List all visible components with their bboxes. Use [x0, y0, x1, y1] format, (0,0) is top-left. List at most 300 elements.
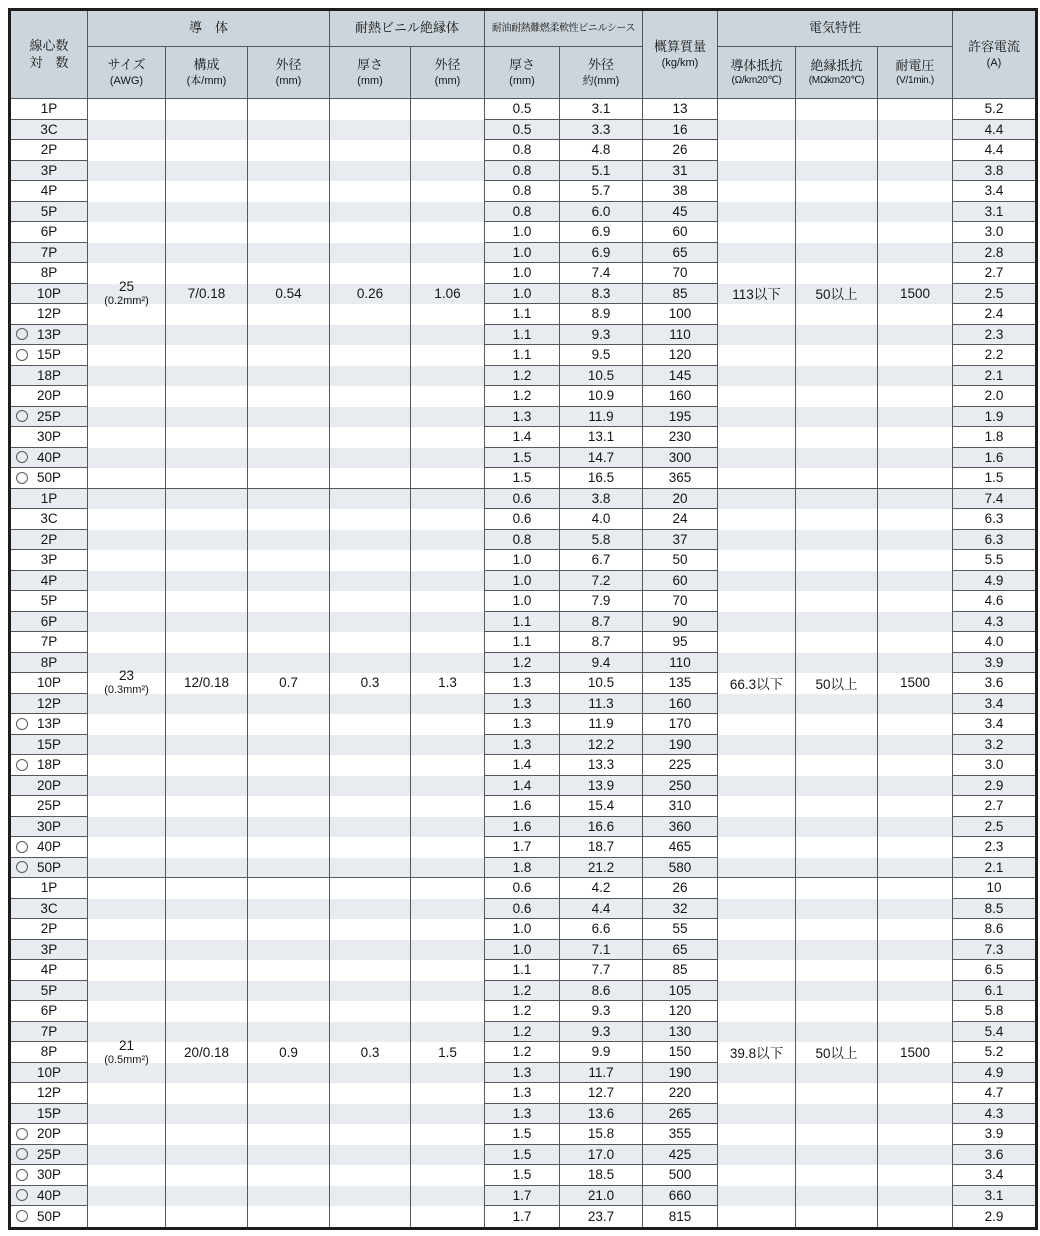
sheath-thickness-cell: 1.2: [485, 386, 560, 407]
current-cell: 4.6: [953, 591, 1035, 612]
header-unit: (mm): [275, 74, 302, 87]
sheath-od-cell: 16.5: [560, 468, 643, 489]
sheath-od-cell: 9.4: [560, 653, 643, 674]
sheath-thickness-cell: 1.2: [485, 1001, 560, 1022]
circle-marker-icon: [16, 349, 28, 361]
pair-count-cell: [11, 1083, 88, 1104]
mass-cell: 360: [643, 817, 718, 838]
header-unit: (AWG): [109, 74, 144, 87]
current-cell: 6.3: [953, 509, 1035, 530]
pair-count-cell: [11, 1145, 88, 1166]
pair-count-cell: [11, 837, 88, 858]
pair-count-label: 40P: [36, 1187, 62, 1203]
sheath-thickness-cell: 0.6: [485, 878, 560, 899]
pair-count-label: 20P: [36, 1126, 62, 1142]
sheath-thickness-cell: 0.6: [485, 489, 560, 510]
insulation-od-cell: 1.5: [411, 878, 485, 1227]
current-cell: 2.9: [953, 776, 1035, 797]
current-cell: 8.6: [953, 919, 1035, 940]
pair-count-label: 18P: [36, 757, 62, 773]
insulation-od-cell: 1.06: [411, 99, 485, 489]
pair-count-cell: [11, 284, 88, 305]
pair-count-cell: [11, 1206, 88, 1227]
mass-cell: 16: [643, 120, 718, 141]
pair-count-cell: [11, 940, 88, 961]
current-cell: 3.4: [953, 1165, 1035, 1186]
pair-count-label: 1P: [40, 490, 58, 506]
current-cell: 5.5: [953, 550, 1035, 571]
mass-cell: 220: [643, 1083, 718, 1104]
mass-cell: 32: [643, 899, 718, 920]
current-cell: 3.0: [953, 755, 1035, 776]
current-cell: 4.3: [953, 1104, 1035, 1125]
sheath-thickness-cell: 1.4: [485, 776, 560, 797]
header-label: 耐油耐熱難燃柔軟性ビニルシース: [491, 23, 636, 34]
current-cell: 4.7: [953, 1083, 1035, 1104]
mass-cell: 355: [643, 1124, 718, 1145]
conductor-od-cell: 0.9: [248, 878, 330, 1227]
sheath-od-cell: 13.3: [560, 755, 643, 776]
mass-cell: 26: [643, 878, 718, 899]
pair-count-label: 7P: [40, 634, 58, 650]
sheath-thickness-cell: 1.2: [485, 981, 560, 1002]
pair-count-cell: [11, 776, 88, 797]
header-conductor-group: [88, 11, 330, 47]
current-cell: 2.1: [953, 858, 1035, 879]
sheath-od-cell: 8.9: [560, 304, 643, 325]
header-sheath-thickness: [485, 47, 560, 99]
current-cell: 7.4: [953, 489, 1035, 510]
circle-marker-icon: [16, 759, 28, 771]
pair-count-label: 2P: [40, 921, 58, 937]
current-cell: 5.2: [953, 1042, 1035, 1063]
current-cell: 3.6: [953, 673, 1035, 694]
pair-count-label: 30P: [36, 1167, 62, 1183]
header-label: 外径: [434, 56, 461, 72]
conductor-od-cell: 0.7: [248, 489, 330, 879]
sheath-od-cell: 4.0: [560, 509, 643, 530]
pair-count-label: 7P: [40, 244, 58, 260]
pair-count-label: 6P: [40, 1003, 58, 1019]
mass-cell: 85: [643, 284, 718, 305]
sheath-thickness-cell: 1.5: [485, 1145, 560, 1166]
sheath-od-cell: 4.8: [560, 140, 643, 161]
sheath-od-cell: 3.1: [560, 99, 643, 120]
mass-cell: 65: [643, 940, 718, 961]
header-unit: (kg/km): [661, 56, 699, 69]
pair-count-label: 5P: [40, 593, 58, 609]
current-cell: 3.4: [953, 714, 1035, 735]
mass-cell: 13: [643, 99, 718, 120]
pair-count-label: 3C: [40, 121, 58, 137]
current-cell: 2.5: [953, 817, 1035, 838]
current-cell: 2.7: [953, 796, 1035, 817]
mass-cell: 500: [643, 1165, 718, 1186]
mass-cell: 425: [643, 1145, 718, 1166]
pair-count-label: 40P: [36, 449, 62, 465]
current-cell: 5.2: [953, 99, 1035, 120]
current-cell: 3.4: [953, 694, 1035, 715]
insulation-resistance-cell: 50以上: [796, 878, 878, 1227]
current-cell: 6.5: [953, 960, 1035, 981]
mass-cell: 250: [643, 776, 718, 797]
insulation-od-cell: 1.3: [411, 489, 485, 879]
insulation-resistance-cell: 50以上: [796, 489, 878, 879]
circle-marker-icon: [16, 1128, 28, 1140]
sheath-thickness-cell: 1.2: [485, 653, 560, 674]
sheath-thickness-cell: 0.5: [485, 99, 560, 120]
sheath-od-cell: 21.0: [560, 1186, 643, 1207]
mass-cell: 70: [643, 263, 718, 284]
header-withstand-voltage: [878, 47, 953, 99]
sheath-thickness-cell: 1.0: [485, 571, 560, 592]
sheath-thickness-cell: 0.8: [485, 161, 560, 182]
header-label: 耐熱ビニル絶縁体: [354, 20, 459, 36]
mass-cell: 160: [643, 386, 718, 407]
pair-count-cell: [11, 714, 88, 735]
sheath-thickness-cell: 1.3: [485, 714, 560, 735]
current-cell: 1.5: [953, 468, 1035, 489]
sheath-thickness-cell: 1.8: [485, 858, 560, 879]
sheath-od-cell: 10.5: [560, 366, 643, 387]
current-cell: 6.1: [953, 981, 1035, 1002]
current-cell: 10: [953, 878, 1035, 899]
insulation-thickness-cell: 0.3: [330, 489, 411, 879]
pair-count-cell: [11, 530, 88, 551]
circle-marker-icon: [16, 328, 28, 340]
mass-cell: 130: [643, 1022, 718, 1043]
sheath-od-cell: 11.7: [560, 1063, 643, 1084]
current-cell: 4.3: [953, 612, 1035, 633]
mass-cell: 145: [643, 366, 718, 387]
withstand-voltage-cell: 1500: [878, 99, 953, 489]
pair-count-label: 2P: [40, 142, 58, 158]
pair-count-cell: [11, 386, 88, 407]
sheath-thickness-cell: 1.0: [485, 263, 560, 284]
header-unit: (Ω/km20℃): [731, 75, 782, 87]
sheath-thickness-cell: 1.1: [485, 960, 560, 981]
sheath-od-cell: 8.7: [560, 632, 643, 653]
sheath-thickness-cell: 1.3: [485, 673, 560, 694]
current-cell: 1.8: [953, 427, 1035, 448]
current-cell: 2.3: [953, 325, 1035, 346]
mass-cell: 95: [643, 632, 718, 653]
circle-marker-icon: [16, 861, 28, 873]
mass-cell: 37: [643, 530, 718, 551]
sheath-od-cell: 7.1: [560, 940, 643, 961]
sheath-od-cell: 11.3: [560, 694, 643, 715]
mass-cell: 150: [643, 1042, 718, 1063]
pair-count-label: 50P: [36, 859, 62, 875]
pair-count-cell: [11, 509, 88, 530]
sheath-thickness-cell: 1.0: [485, 940, 560, 961]
spec-table: [8, 8, 1038, 1230]
insulation-thickness-cell: 0.26: [330, 99, 411, 489]
current-cell: 4.0: [953, 632, 1035, 653]
sheath-od-cell: 3.8: [560, 489, 643, 510]
mass-cell: 365: [643, 468, 718, 489]
pair-count-cell: [11, 140, 88, 161]
insulation-resistance-cell: 50以上: [796, 99, 878, 489]
current-cell: 1.9: [953, 407, 1035, 428]
pair-count-label: 30P: [36, 429, 62, 445]
header-label: 厚さ: [356, 56, 383, 72]
pair-count-label: 3P: [40, 552, 58, 568]
header-insulation-resistance: [796, 47, 878, 99]
header-unit: 約(mm): [582, 74, 620, 87]
sheath-od-cell: 6.7: [560, 550, 643, 571]
current-cell: 5.4: [953, 1022, 1035, 1043]
sheath-thickness-cell: 1.2: [485, 1022, 560, 1043]
sheath-od-cell: 5.1: [560, 161, 643, 182]
current-cell: 3.8: [953, 161, 1035, 182]
sheath-thickness-cell: 1.5: [485, 468, 560, 489]
current-cell: 3.6: [953, 1145, 1035, 1166]
pair-count-cell: [11, 1063, 88, 1084]
sheath-thickness-cell: 1.6: [485, 817, 560, 838]
current-cell: 2.1: [953, 366, 1035, 387]
pair-count-cell: [11, 755, 88, 776]
current-cell: 6.3: [953, 530, 1035, 551]
current-cell: 2.3: [953, 837, 1035, 858]
header-insulation-group: [330, 11, 485, 47]
mass-cell: 135: [643, 673, 718, 694]
current-cell: 4.4: [953, 120, 1035, 141]
sheath-thickness-cell: 1.0: [485, 550, 560, 571]
sheath-thickness-cell: 1.4: [485, 755, 560, 776]
pair-count-cell: [11, 366, 88, 387]
header-electric-group: [718, 11, 953, 47]
sheath-od-cell: 8.6: [560, 981, 643, 1002]
pair-count-label: 25P: [36, 1146, 62, 1162]
header-label: 電気特性: [808, 20, 861, 36]
sheath-od-cell: 6.6: [560, 919, 643, 940]
sheath-od-cell: 3.3: [560, 120, 643, 141]
header-unit: (V/1min.): [896, 75, 934, 87]
current-cell: 3.9: [953, 653, 1035, 674]
awg-size-cell: 21 (0.5mm²): [88, 878, 166, 1227]
pair-count-cell: [11, 427, 88, 448]
sheath-od-cell: 9.3: [560, 1001, 643, 1022]
pair-count-cell: [11, 1001, 88, 1022]
pair-count-cell: [11, 448, 88, 469]
sheath-od-cell: 9.9: [560, 1042, 643, 1063]
current-cell: 3.0: [953, 222, 1035, 243]
header-label: 導体抵抗: [730, 57, 783, 73]
header-mass: [643, 11, 718, 99]
sheath-od-cell: 13.9: [560, 776, 643, 797]
pair-count-cell: [11, 161, 88, 182]
mass-cell: 815: [643, 1206, 718, 1227]
pair-count-label: 1P: [40, 101, 58, 117]
pair-count-label: 5P: [40, 982, 58, 998]
sheath-thickness-cell: 1.0: [485, 919, 560, 940]
pair-count-label: 6P: [40, 224, 58, 240]
sheath-thickness-cell: 1.0: [485, 243, 560, 264]
conductor-resistance-cell: 39.8以下: [718, 878, 796, 1227]
pair-count-label: 3C: [40, 900, 58, 916]
mass-cell: 120: [643, 345, 718, 366]
pair-count-cell: [11, 120, 88, 141]
pair-count-label: 13P: [36, 716, 62, 732]
sheath-od-cell: 21.2: [560, 858, 643, 879]
pair-count-cell: [11, 550, 88, 571]
mass-cell: 120: [643, 1001, 718, 1022]
sheath-thickness-cell: 1.3: [485, 694, 560, 715]
mass-cell: 230: [643, 427, 718, 448]
pair-count-label: 12P: [36, 1085, 62, 1101]
header-insulation-od: [411, 47, 485, 99]
header-unit: (mm): [509, 74, 535, 87]
sheath-od-cell: 13.1: [560, 427, 643, 448]
header-label: 厚さ: [508, 56, 535, 72]
pair-count-cell: [11, 796, 88, 817]
pair-count-label: 10P: [36, 1064, 62, 1080]
pair-count-label: 4P: [40, 572, 58, 588]
pair-count-label: 12P: [36, 695, 62, 711]
pair-count-label: 8P: [40, 265, 58, 281]
mass-cell: 60: [643, 571, 718, 592]
sheath-thickness-cell: 1.0: [485, 222, 560, 243]
header-insulation-thickness: [330, 47, 411, 99]
circle-marker-icon: [16, 1189, 28, 1201]
strand-cell: 7/0.18: [166, 99, 248, 489]
sheath-thickness-cell: 1.1: [485, 345, 560, 366]
sheath-od-cell: 11.9: [560, 714, 643, 735]
header-label: 絶縁抵抗: [810, 57, 863, 73]
sheath-od-cell: 15.8: [560, 1124, 643, 1145]
pair-count-label: 18P: [36, 367, 62, 383]
pair-count-cell: [11, 263, 88, 284]
sheath-od-cell: 6.0: [560, 202, 643, 223]
sheath-thickness-cell: 1.7: [485, 837, 560, 858]
withstand-voltage-cell: 1500: [878, 878, 953, 1227]
pair-count-cell: [11, 878, 88, 899]
pair-count-label: 25P: [36, 408, 62, 424]
circle-marker-icon: [16, 451, 28, 463]
pair-count-label: 25P: [36, 798, 62, 814]
sheath-od-cell: 11.9: [560, 407, 643, 428]
sheath-od-cell: 5.8: [560, 530, 643, 551]
pair-count-label: 15P: [36, 347, 62, 363]
awg-size-cell: 23 (0.3mm²): [88, 489, 166, 879]
sheath-od-cell: 10.5: [560, 673, 643, 694]
sheath-od-cell: 16.6: [560, 817, 643, 838]
sheath-od-cell: 23.7: [560, 1206, 643, 1227]
pair-count-label: 40P: [36, 839, 62, 855]
sheath-thickness-cell: 1.5: [485, 1124, 560, 1145]
current-cell: 4.4: [953, 140, 1035, 161]
current-cell: 2.0: [953, 386, 1035, 407]
sheath-od-cell: 14.7: [560, 448, 643, 469]
pair-count-label: 50P: [36, 1208, 62, 1224]
header-size: [88, 47, 166, 99]
sheath-thickness-cell: 1.2: [485, 366, 560, 387]
sheath-thickness-cell: 1.0: [485, 591, 560, 612]
sheath-od-cell: 6.9: [560, 243, 643, 264]
circle-marker-icon: [16, 841, 28, 853]
header-sheath-group: [485, 11, 643, 47]
pair-count-label: 4P: [40, 183, 58, 199]
pair-count-cell: [11, 489, 88, 510]
pair-count-cell: [11, 1124, 88, 1145]
mass-cell: 465: [643, 837, 718, 858]
mass-cell: 50: [643, 550, 718, 571]
circle-marker-icon: [16, 410, 28, 422]
sheath-od-cell: 9.5: [560, 345, 643, 366]
pair-count-cell: [11, 345, 88, 366]
mass-cell: 160: [643, 694, 718, 715]
mass-cell: 580: [643, 858, 718, 879]
pair-count-label: 8P: [40, 1044, 58, 1060]
sheath-thickness-cell: 0.6: [485, 899, 560, 920]
pair-count-cell: [11, 653, 88, 674]
mass-cell: 195: [643, 407, 718, 428]
current-cell: 3.2: [953, 735, 1035, 756]
sheath-od-cell: 7.4: [560, 263, 643, 284]
pair-count-label: 10P: [36, 285, 62, 301]
current-cell: 2.4: [953, 304, 1035, 325]
pair-count-cell: [11, 1104, 88, 1125]
pair-count-cell: [11, 571, 88, 592]
sheath-thickness-cell: 1.4: [485, 427, 560, 448]
header-unit: (本/mm): [186, 74, 227, 87]
header-label: 概算質量: [653, 38, 706, 54]
sheath-od-cell: 8.7: [560, 612, 643, 633]
mass-cell: 90: [643, 612, 718, 633]
pair-count-label: 15P: [36, 736, 62, 752]
current-cell: 8.5: [953, 899, 1035, 920]
header-label: 許容電流: [967, 38, 1020, 54]
pair-count-label: 10P: [36, 675, 62, 691]
sheath-thickness-cell: 1.3: [485, 1104, 560, 1125]
mass-cell: 60: [643, 222, 718, 243]
pair-count-cell: [11, 981, 88, 1002]
sheath-thickness-cell: 1.1: [485, 632, 560, 653]
sheath-od-cell: 12.7: [560, 1083, 643, 1104]
sheath-od-cell: 6.9: [560, 222, 643, 243]
pair-count-cell: [11, 858, 88, 879]
sheath-od-cell: 18.5: [560, 1165, 643, 1186]
mass-cell: 105: [643, 981, 718, 1002]
mass-cell: 55: [643, 919, 718, 940]
pair-count-label: 4P: [40, 962, 58, 978]
sheath-thickness-cell: 1.7: [485, 1186, 560, 1207]
header-label: 構成: [193, 56, 220, 72]
sheath-thickness-cell: 1.0: [485, 284, 560, 305]
mass-cell: 265: [643, 1104, 718, 1125]
conductor-resistance-cell: 66.3以下: [718, 489, 796, 879]
pair-count-label: 8P: [40, 654, 58, 670]
pair-count-cell: [11, 673, 88, 694]
sheath-thickness-cell: 1.5: [485, 1165, 560, 1186]
circle-marker-icon: [16, 472, 28, 484]
pair-count-label: 5P: [40, 203, 58, 219]
sheath-od-cell: 5.7: [560, 181, 643, 202]
pair-count-cell: [11, 960, 88, 981]
sheath-od-cell: 13.6: [560, 1104, 643, 1125]
header-label: 耐電圧: [895, 57, 935, 73]
current-cell: 2.2: [953, 345, 1035, 366]
conductor-resistance-cell: 113以下: [718, 99, 796, 489]
mass-cell: 20: [643, 489, 718, 510]
sheath-thickness-cell: 0.8: [485, 202, 560, 223]
pair-count-label: 50P: [36, 470, 62, 486]
mass-cell: 225: [643, 755, 718, 776]
pair-count-label: 7P: [40, 1023, 58, 1039]
sheath-thickness-cell: 1.2: [485, 1042, 560, 1063]
mass-cell: 100: [643, 304, 718, 325]
